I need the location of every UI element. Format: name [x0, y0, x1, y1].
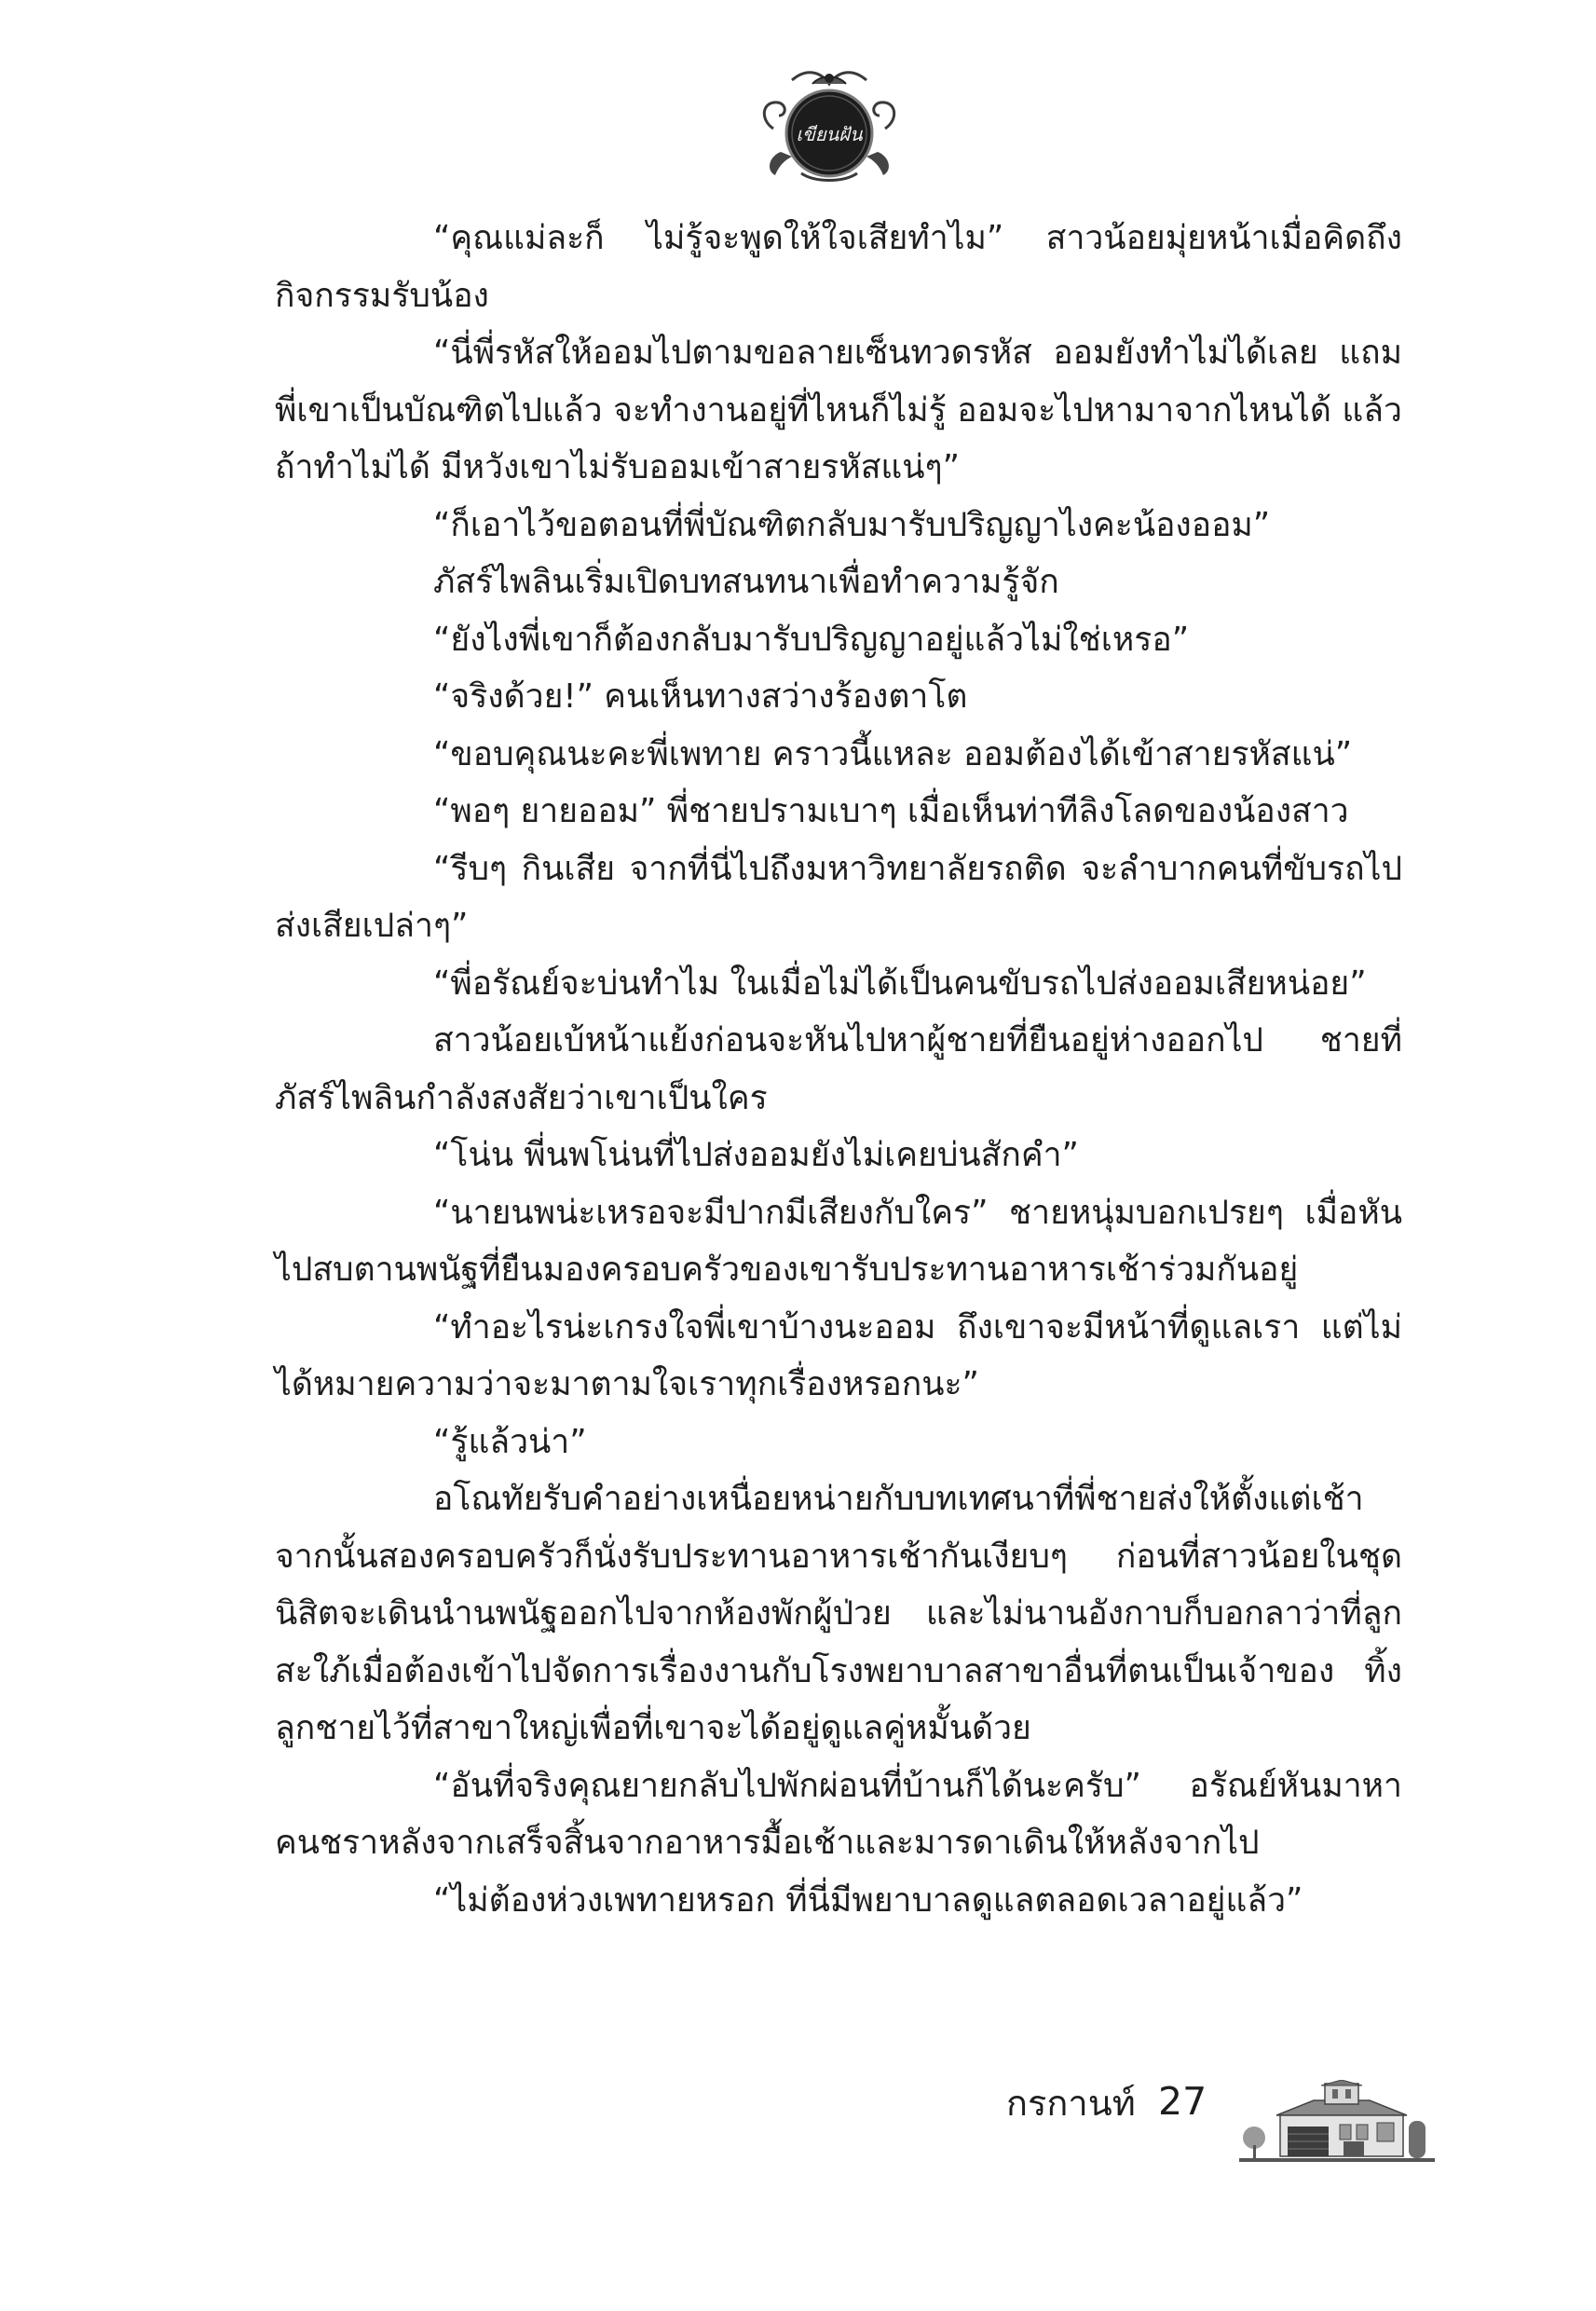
- paragraph: “พอๆ ยายออม” พี่ชายปรามเบาๆ เมื่อเห็นท่าทีลิงโลดของน้องสาว: [433, 792, 1349, 830]
- page-number: 27: [1158, 2079, 1207, 2124]
- chapter-body: [275, 210, 1402, 1929]
- logo-text: เขียนฝัน: [796, 123, 863, 145]
- house-illustration-icon: [1239, 2080, 1435, 2164]
- paragraph: “รีบๆ กินเสีย จากที่นี่ไปถึงมหาวิทยาลัยรถติด จะลำบากคนที่ขับรถไปส่งเสียเปล่าๆ”: [275, 849, 1402, 945]
- paragraph: “ทำอะไรน่ะเกรงใจพี่เขาบ้างนะออม ถึงเขาจะมีหน้าที่ดูแลเรา แต่ไม่ได้หมายความว่าจะมาตามใจเราทุกเรื่องหรอกนะ”: [275, 1307, 1402, 1403]
- paragraph: “รู้แล้วน่า”: [433, 1422, 587, 1461]
- paragraph: อโณทัยรับคำอย่างเหนื่อยหน่ายกับบทเทศนาที่พี่ชายส่งให้ตั้งแต่เช้า จากนั้นสองครอบครัวก็นั่งรับประทานอาหารเช้ากันเงียบๆ ก่อนที่สาวน้อยในชุดนิสิตจะเดินนำนพนัฐออกไปจากห้องพักผู้ป่วย และไม่นานอังกาบก็บอกลาว่าที่ลูกสะใภ้เมื่อต้องเข้าไปจัดการเรื่องงานกับโรงพยาบาลสาขาอื่นที่ตนเป็นเจ้าของ ทิ้งลูกชายไว้ที่สาขาใหญ่เพื่อที่เขาจะได้อยู่ดูแลคู่หมั้นด้วย: [275, 1480, 1402, 1747]
- paragraph: “นี่พี่รหัสให้ออมไปตามขอลายเซ็นทวดรหัส ออมยังทำไม่ได้เลย แถมพี่เขาเป็นบัณฑิตไปแล้ว จะทำงานอยู่ที่ไหนก็ไม่รู้ ออมจะไปหามาจากไหนได้ แล้วถ้าทำไม่ได้ มีหวังเขาไม่รับออมเข้าสายรหัสแน่ๆ”: [275, 334, 1402, 486]
- paragraph: “นายนพน่ะเหรอจะมีปากมีเสียงกับใคร” ชายหนุ่มบอกเปรยๆ เมื่อหันไปสบตานพนัฐที่ยืนมองครอบครัวของเขารับประทานอาหารเช้าร่วมกันอยู่: [275, 1193, 1402, 1289]
- paragraph: “ยังไงพี่เขาก็ต้องกลับมารับปริญญาอยู่แล้วไม่ใช่เหรอ”: [433, 620, 1190, 659]
- paragraph: “ขอบคุณนะคะพี่เพทาย คราวนี้แหละ ออมต้องได้เข้าสายรหัสแน่”: [433, 734, 1353, 773]
- paragraph: ภัสร์ไพลินเริ่มเปิดบทสนทนาเพื่อทำความรู้จัก: [433, 563, 1059, 601]
- paragraph: “จริงด้วย!” คนเห็นทางสว่างร้องตาโต: [433, 677, 968, 716]
- ornamental-crest-icon: [755, 63, 904, 185]
- paragraph: “โน่น พี่นพโน่นที่ไปส่งออมยังไม่เคยบ่นสักคำ”: [433, 1136, 1079, 1174]
- paragraph: “ไม่ต้องห่วงเพทายหรอก ที่นี่มีพยาบาลดูแลตลอดเวลาอยู่แล้ว”: [433, 1880, 1303, 1920]
- paragraph: สาวน้อยเบ้หน้าแย้งก่อนจะหันไปหาผู้ชายที่ยืนอยู่ห่างออกไป ชายที่ภัสร์ไพลินกำลังสงสัยว่าเขาเป็นใคร: [275, 1021, 1402, 1117]
- paragraph: “พี่อรัณย์จะบ่นทำไม ในเมื่อไม่ได้เป็นคนขับรถไปส่งออมเสียหน่อย”: [433, 964, 1367, 1003]
- running-title: กรกานท์: [1006, 2083, 1136, 2124]
- paragraph: “คุณแม่ละก็ ไม่รู้จะพูดให้ใจเสียทำไม” สาวน้อยมุ่ยหน้าเมื่อคิดถึงกิจกรรมรับน้อง: [275, 219, 1402, 315]
- paragraph: “อันที่จริงคุณยายกลับไปพักผ่อนที่บ้านก็ได้นะครับ” อรัณย์หันมาหาคนชราหลังจากเสร็จสิ้นจากอาหารมื้อเช้าและมารดาเดินให้หลังจากไป: [275, 1766, 1402, 1862]
- paragraph: “ก็เอาไว้ขอตอนที่พี่บัณฑิตกลับมารับปริญญาไงคะน้องออม”: [433, 505, 1271, 544]
